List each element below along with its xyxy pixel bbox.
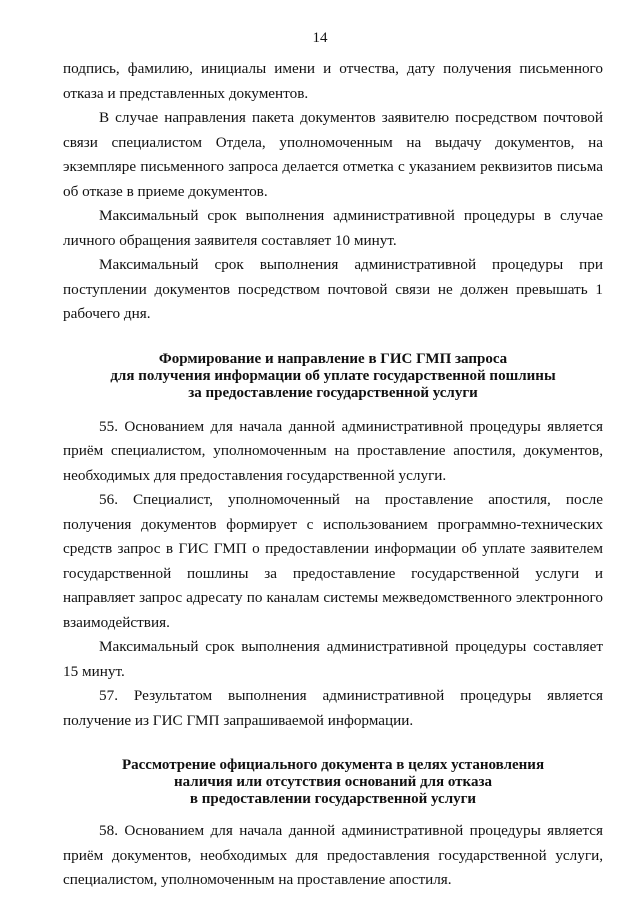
paragraph: В случае направления пакета документов заявителю посредством почтовой связи специалистом Отдела, уполномоченным на выдачу документов, на экземпляре письменного запроса делается отметка с указанием реквизитов письма об отказе в приеме документов. bbox=[63, 109, 603, 200]
paragraph: 55. Основанием для начала данной административной процедуры является приём специалистом, уполномоченным на проставление апостиля, документов, необходимых для предоставления государственной услуги. bbox=[63, 417, 603, 484]
paragraph: подпись, фамилию, инициалы имени и отчества, дату получения письменного отказа и представленных документов. bbox=[63, 60, 603, 102]
heading-line: для получения информации об уплате государственной пошлины bbox=[110, 367, 556, 384]
document-body bbox=[63, 57, 603, 893]
section-heading bbox=[63, 757, 603, 808]
paragraph: Максимальный срок выполнения административной процедуры при поступлении документов посредством почтовой связи не должен превышать 1 рабочего дня. bbox=[63, 256, 603, 322]
heading-line: Формирование и направление в ГИС ГМП запроса bbox=[158, 350, 508, 367]
paragraph: 57. Результатом выполнения административной процедуры является получение из ГИС ГМП запрашиваемой информации. bbox=[63, 687, 603, 729]
page-number: 14 bbox=[312, 30, 328, 46]
heading-line: в предоставлении государственной услуги bbox=[189, 791, 477, 807]
paragraph: 58. Основанием для начала данной административной процедуры является приём документов, необходимых для предоставления государственной услуги, специалистом, уполномоченным на проставление апостиля. bbox=[63, 822, 603, 888]
paragraph: 56. Специалист, уполномоченный на проставление апостиля, после получения документов формирует с использованием программно-технических средств запрос в ГИС ГМП о предоставлении информации об уплате заявителем государственной пошлины за предоставление государственной услуги и направляет запрос адресату по каналам системы межведомственного электронного взаимодействия. bbox=[63, 491, 603, 631]
paragraph: Максимальный срок выполнения административной процедуры в случае личного обращения заявителя составляет 10 минут. bbox=[63, 207, 603, 249]
heading-line: Рассмотрение официального документа в целях установления bbox=[121, 757, 545, 773]
paragraph: Максимальный срок выполнения административной процедуры составляет 15 минут. bbox=[63, 638, 603, 680]
heading-line: за предоставление государственной услуги bbox=[188, 384, 478, 401]
section-heading bbox=[63, 351, 603, 402]
heading-line: наличия или отсутствия оснований для отказа bbox=[174, 774, 492, 790]
